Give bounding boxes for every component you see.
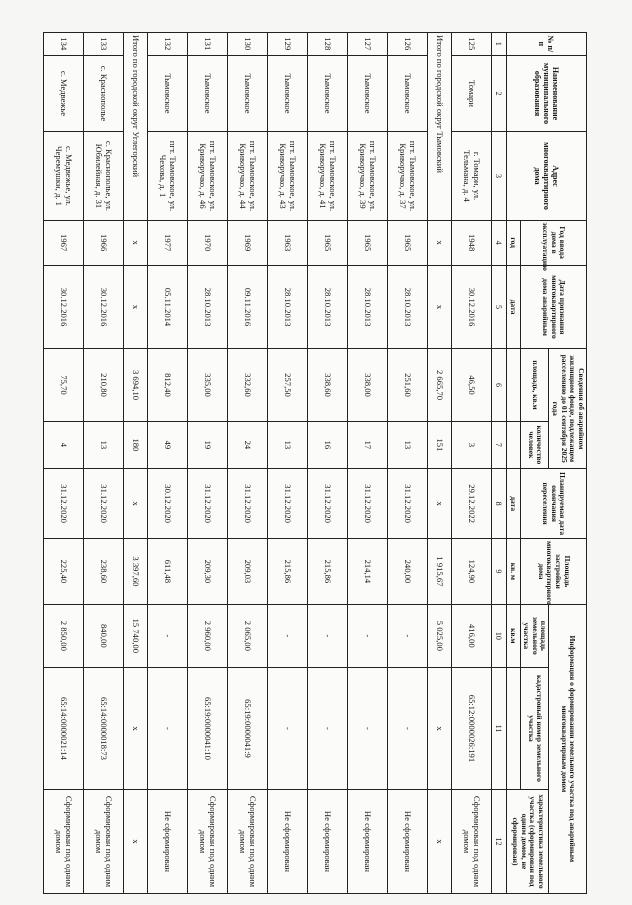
table-cell: Томари: [451, 55, 491, 132]
table-row: [227, 33, 267, 894]
table-cell: 30.12.2020: [147, 469, 187, 539]
header-unit-people: количество человек: [520, 421, 549, 468]
table-row: [187, 33, 227, 894]
header-municipality: Наименование муниципального образования: [506, 55, 586, 132]
table-cell: Не сформирован: [307, 789, 347, 893]
table-cell: 2 960,00: [187, 604, 227, 667]
header-unit-cadastral: [506, 667, 520, 789]
table-cell: 611,48: [147, 539, 187, 605]
table-cell: х: [427, 265, 451, 349]
table-cell: 28.10.2013: [267, 265, 307, 349]
table-row: [451, 33, 491, 894]
table-cell: 31.12.2020: [267, 469, 307, 539]
table-cell: 129: [267, 33, 307, 56]
column-number: 5: [491, 265, 506, 349]
table-cell: -: [307, 604, 347, 667]
table-cell: пгт. Тымовское, ул. Криворучко, д. 44: [227, 132, 267, 220]
table-cell: 2 665,70: [427, 349, 451, 421]
table-cell: 65:14:0000018:73: [83, 667, 123, 789]
header-unit-area2: [506, 349, 520, 421]
table-cell: х: [427, 789, 451, 893]
table-cell: 75,70: [43, 349, 83, 421]
table-cell: х: [123, 469, 147, 539]
table-cell: х: [427, 220, 451, 265]
table-cell: 24: [227, 421, 267, 468]
header-recognition-date: Дата признания многоквартирного дома аварийным: [520, 265, 586, 349]
column-number: 9: [491, 539, 506, 605]
table-cell: 31.12.2020: [307, 469, 347, 539]
column-number: 3: [491, 132, 506, 220]
table-cell: 3: [451, 421, 491, 468]
header-land-info: Информация о формировании земельного участка под аварийным многоквартирным домом: [549, 604, 587, 893]
column-number: 11: [491, 667, 506, 789]
table-cell: 2 065,00: [227, 604, 267, 667]
table-cell: 1965: [387, 220, 427, 265]
table-cell: 65:12:0000026:191: [451, 667, 491, 789]
total-label: Итого по городской округ Тымовский: [427, 33, 451, 221]
emergency-housing-table: [43, 32, 587, 894]
table-cell: 05.11.2014: [147, 265, 187, 349]
header-unit-date: дата: [506, 265, 520, 349]
table-cell: 416,00: [451, 604, 491, 667]
header-unit-plan-date: дата: [506, 469, 520, 539]
table-cell: Сформирован под одним домом: [187, 789, 227, 893]
table-cell: 31.12.2020: [83, 469, 123, 539]
table-cell: г. Томари, ул. Тельмана, д. 4: [451, 132, 491, 220]
table-row: [147, 33, 187, 894]
header-planned-date: Планируемая дата окончания переселения: [520, 469, 586, 539]
table-cell: пгт. Тымовское, ул. Криворучко, д. 41: [307, 132, 347, 220]
table-cell: Сформирован под одним домом: [43, 789, 83, 893]
table-cell: 128: [307, 33, 347, 56]
table-cell: 13: [83, 421, 123, 468]
table-cell: х: [427, 667, 451, 789]
header-num: № п/п: [506, 33, 586, 56]
column-number: 6: [491, 349, 506, 421]
table-cell: 127: [347, 33, 387, 56]
table-cell: -: [387, 667, 427, 789]
table-cell: 15 740,00: [123, 604, 147, 667]
table-cell: 13: [387, 421, 427, 468]
table-cell: Тымовское: [387, 55, 427, 132]
column-number: 7: [491, 421, 506, 468]
header-land-area: площадь земельного участка: [520, 604, 549, 667]
header-unit-area: площадь, кв.м: [520, 349, 549, 421]
table-cell: 28.10.2013: [347, 265, 387, 349]
table-cell: Тымовское: [347, 55, 387, 132]
table-cell: 134: [43, 33, 83, 56]
column-number: 10: [491, 604, 506, 667]
column-number-row: [491, 33, 506, 894]
column-number: 2: [491, 55, 506, 132]
table-cell: х: [123, 789, 147, 893]
table-cell: Тымовское: [307, 55, 347, 132]
table-cell: 65:19:0000041:10: [187, 667, 227, 789]
table-cell: 210,80: [83, 349, 123, 421]
table-cell: -: [147, 667, 187, 789]
table-cell: 65:19:0000041:9: [227, 667, 267, 789]
table-cell: х: [427, 469, 451, 539]
header-land-char: характеристика земельного участка (сформирован под одним домом, не сформирован): [506, 789, 549, 893]
header-unit-year: год: [506, 220, 520, 265]
table-cell: 225,40: [43, 539, 83, 605]
total-label: Итого по городской округ Углегорский: [123, 33, 147, 221]
table-cell: 31.12.2020: [43, 469, 83, 539]
table-cell: х: [123, 667, 147, 789]
table-body: [43, 33, 491, 894]
table-cell: -: [267, 667, 307, 789]
table-row: [387, 33, 427, 894]
table-cell: пгт. Тымовское, ул. Чехова, д. 1: [147, 132, 187, 220]
table-cell: с. Краснополье: [83, 55, 123, 132]
table-cell: 1967: [43, 220, 83, 265]
table-cell: 130: [227, 33, 267, 56]
table-row: [307, 33, 347, 894]
table-cell: 3 694,10: [123, 349, 147, 421]
table-cell: 65:14:0000021:14: [43, 667, 83, 789]
table-cell: 4: [43, 421, 83, 468]
table-cell: 29.12.2022: [451, 469, 491, 539]
column-number: 1: [491, 33, 506, 56]
column-number: 8: [491, 469, 506, 539]
table-cell: 209,30: [187, 539, 227, 605]
table-cell: 238,60: [83, 539, 123, 605]
table-cell: 16: [307, 421, 347, 468]
table-cell: пгт. Тымовское, ул. Криворучко, д. 46: [187, 132, 227, 220]
table-cell: с. Медвежье: [43, 55, 83, 132]
header-unit-sqm2: кв.м: [506, 604, 520, 667]
table-cell: -: [347, 667, 387, 789]
table-cell: пгт. Тымовское, ул. Криворучко, д. 37: [387, 132, 427, 220]
table-cell: Не сформирован: [387, 789, 427, 893]
table-cell: -: [387, 604, 427, 667]
table-cell: 124,90: [451, 539, 491, 605]
table-cell: 30.12.2016: [43, 265, 83, 349]
rotated-page-frame: [54, 32, 587, 894]
total-row: [427, 33, 451, 894]
total-row: [123, 33, 147, 894]
table-cell: 1 915,67: [427, 539, 451, 605]
table-cell: 338,00: [347, 349, 387, 421]
table-row: [347, 33, 387, 894]
header-emergency-info: Сведения об аварийном жилищном фонде, подлежащем расселению до 01 сентября 2025 года: [549, 349, 587, 469]
header-address: Адрес многоквартирного дома: [506, 132, 586, 220]
table-cell: 1970: [187, 220, 227, 265]
table-cell: 840,00: [83, 604, 123, 667]
table-cell: -: [347, 604, 387, 667]
table-cell: 131: [187, 33, 227, 56]
table-cell: -: [307, 667, 347, 789]
table-cell: 30.12.2016: [83, 265, 123, 349]
table-cell: 215,86: [267, 539, 307, 605]
table-cell: 209,03: [227, 539, 267, 605]
table-cell: 31.12.2020: [347, 469, 387, 539]
table-cell: 1977: [147, 220, 187, 265]
table-cell: 2 850,00: [43, 604, 83, 667]
table-cell: 132: [147, 33, 187, 56]
table-cell: х: [123, 265, 147, 349]
table-cell: -: [147, 604, 187, 667]
table-cell: пгт. Тымовское, ул. Криворучко, д. 39: [347, 132, 387, 220]
table-cell: 28.10.2013: [307, 265, 347, 349]
header-unit-sqm: кв. м: [506, 539, 520, 605]
table-cell: 126: [387, 33, 427, 56]
table-cell: 31.12.2020: [387, 469, 427, 539]
table-cell: пгт. Тымовское, ул. Криворучко, д. 43: [267, 132, 307, 220]
table-cell: 812,40: [147, 349, 187, 421]
table-cell: 1965: [307, 220, 347, 265]
table-cell: 49: [147, 421, 187, 468]
table-cell: 1948: [451, 220, 491, 265]
header-cadastral: кадастровый номер земельного участка: [520, 667, 549, 789]
table-cell: 19: [187, 421, 227, 468]
table-cell: 251,60: [387, 349, 427, 421]
table-cell: с. Краснополье, ул. Юбилейная, д. 31: [83, 132, 123, 220]
table-cell: 1969: [227, 220, 267, 265]
table-cell: 214,14: [347, 539, 387, 605]
table-cell: 335,00: [187, 349, 227, 421]
table-cell: 31.12.2020: [187, 469, 227, 539]
table-cell: 133: [83, 33, 123, 56]
table-cell: Тымовское: [267, 55, 307, 132]
column-number: 12: [491, 789, 506, 893]
table-cell: 3 397,60: [123, 539, 147, 605]
table-cell: Не сформирован: [147, 789, 187, 893]
table-cell: 30.12.2016: [451, 265, 491, 349]
table-cell: 332,60: [227, 349, 267, 421]
table-cell: 151: [427, 421, 451, 468]
table-cell: 125: [451, 33, 491, 56]
table-cell: Сформирован под одним домом: [451, 789, 491, 893]
table-cell: -: [267, 604, 307, 667]
table-cell: Тымовское: [227, 55, 267, 132]
table-cell: с. Медвежье, ул. Черемушки, д. 1: [43, 132, 83, 220]
table-cell: 257,50: [267, 349, 307, 421]
table-cell: 09.11.2016: [227, 265, 267, 349]
table-cell: Сформирован под одним домом: [227, 789, 267, 893]
table-cell: Тымовское: [187, 55, 227, 132]
table-cell: 28.10.2013: [187, 265, 227, 349]
table-cell: 28.10.2013: [387, 265, 427, 349]
table-row: [43, 33, 83, 894]
table-cell: Не сформирован: [267, 789, 307, 893]
table-cell: 338,60: [307, 349, 347, 421]
table-cell: Не сформирован: [347, 789, 387, 893]
table-row: [267, 33, 307, 894]
table-cell: 1965: [347, 220, 387, 265]
header-year: Год ввода дома в эксплуатацию: [520, 220, 586, 265]
table-cell: 1963: [267, 220, 307, 265]
table-cell: 17: [347, 421, 387, 468]
header-built-area: Площадь застройки многоквартирного дома: [520, 539, 586, 605]
table-cell: 1966: [83, 220, 123, 265]
table-cell: 46,50: [451, 349, 491, 421]
table-cell: 180: [123, 421, 147, 468]
table-cell: 5 025,00: [427, 604, 451, 667]
table-cell: 215,86: [307, 539, 347, 605]
table-cell: Тымовское: [147, 55, 187, 132]
header-unit-people2: [506, 421, 520, 468]
table-cell: 240,00: [387, 539, 427, 605]
table-cell: Сформирован под одним домом: [83, 789, 123, 893]
column-number: 4: [491, 220, 506, 265]
table-cell: 13: [267, 421, 307, 468]
table-cell: х: [123, 220, 147, 265]
table-cell: 31.12.2020: [227, 469, 267, 539]
table-row: [83, 33, 123, 894]
